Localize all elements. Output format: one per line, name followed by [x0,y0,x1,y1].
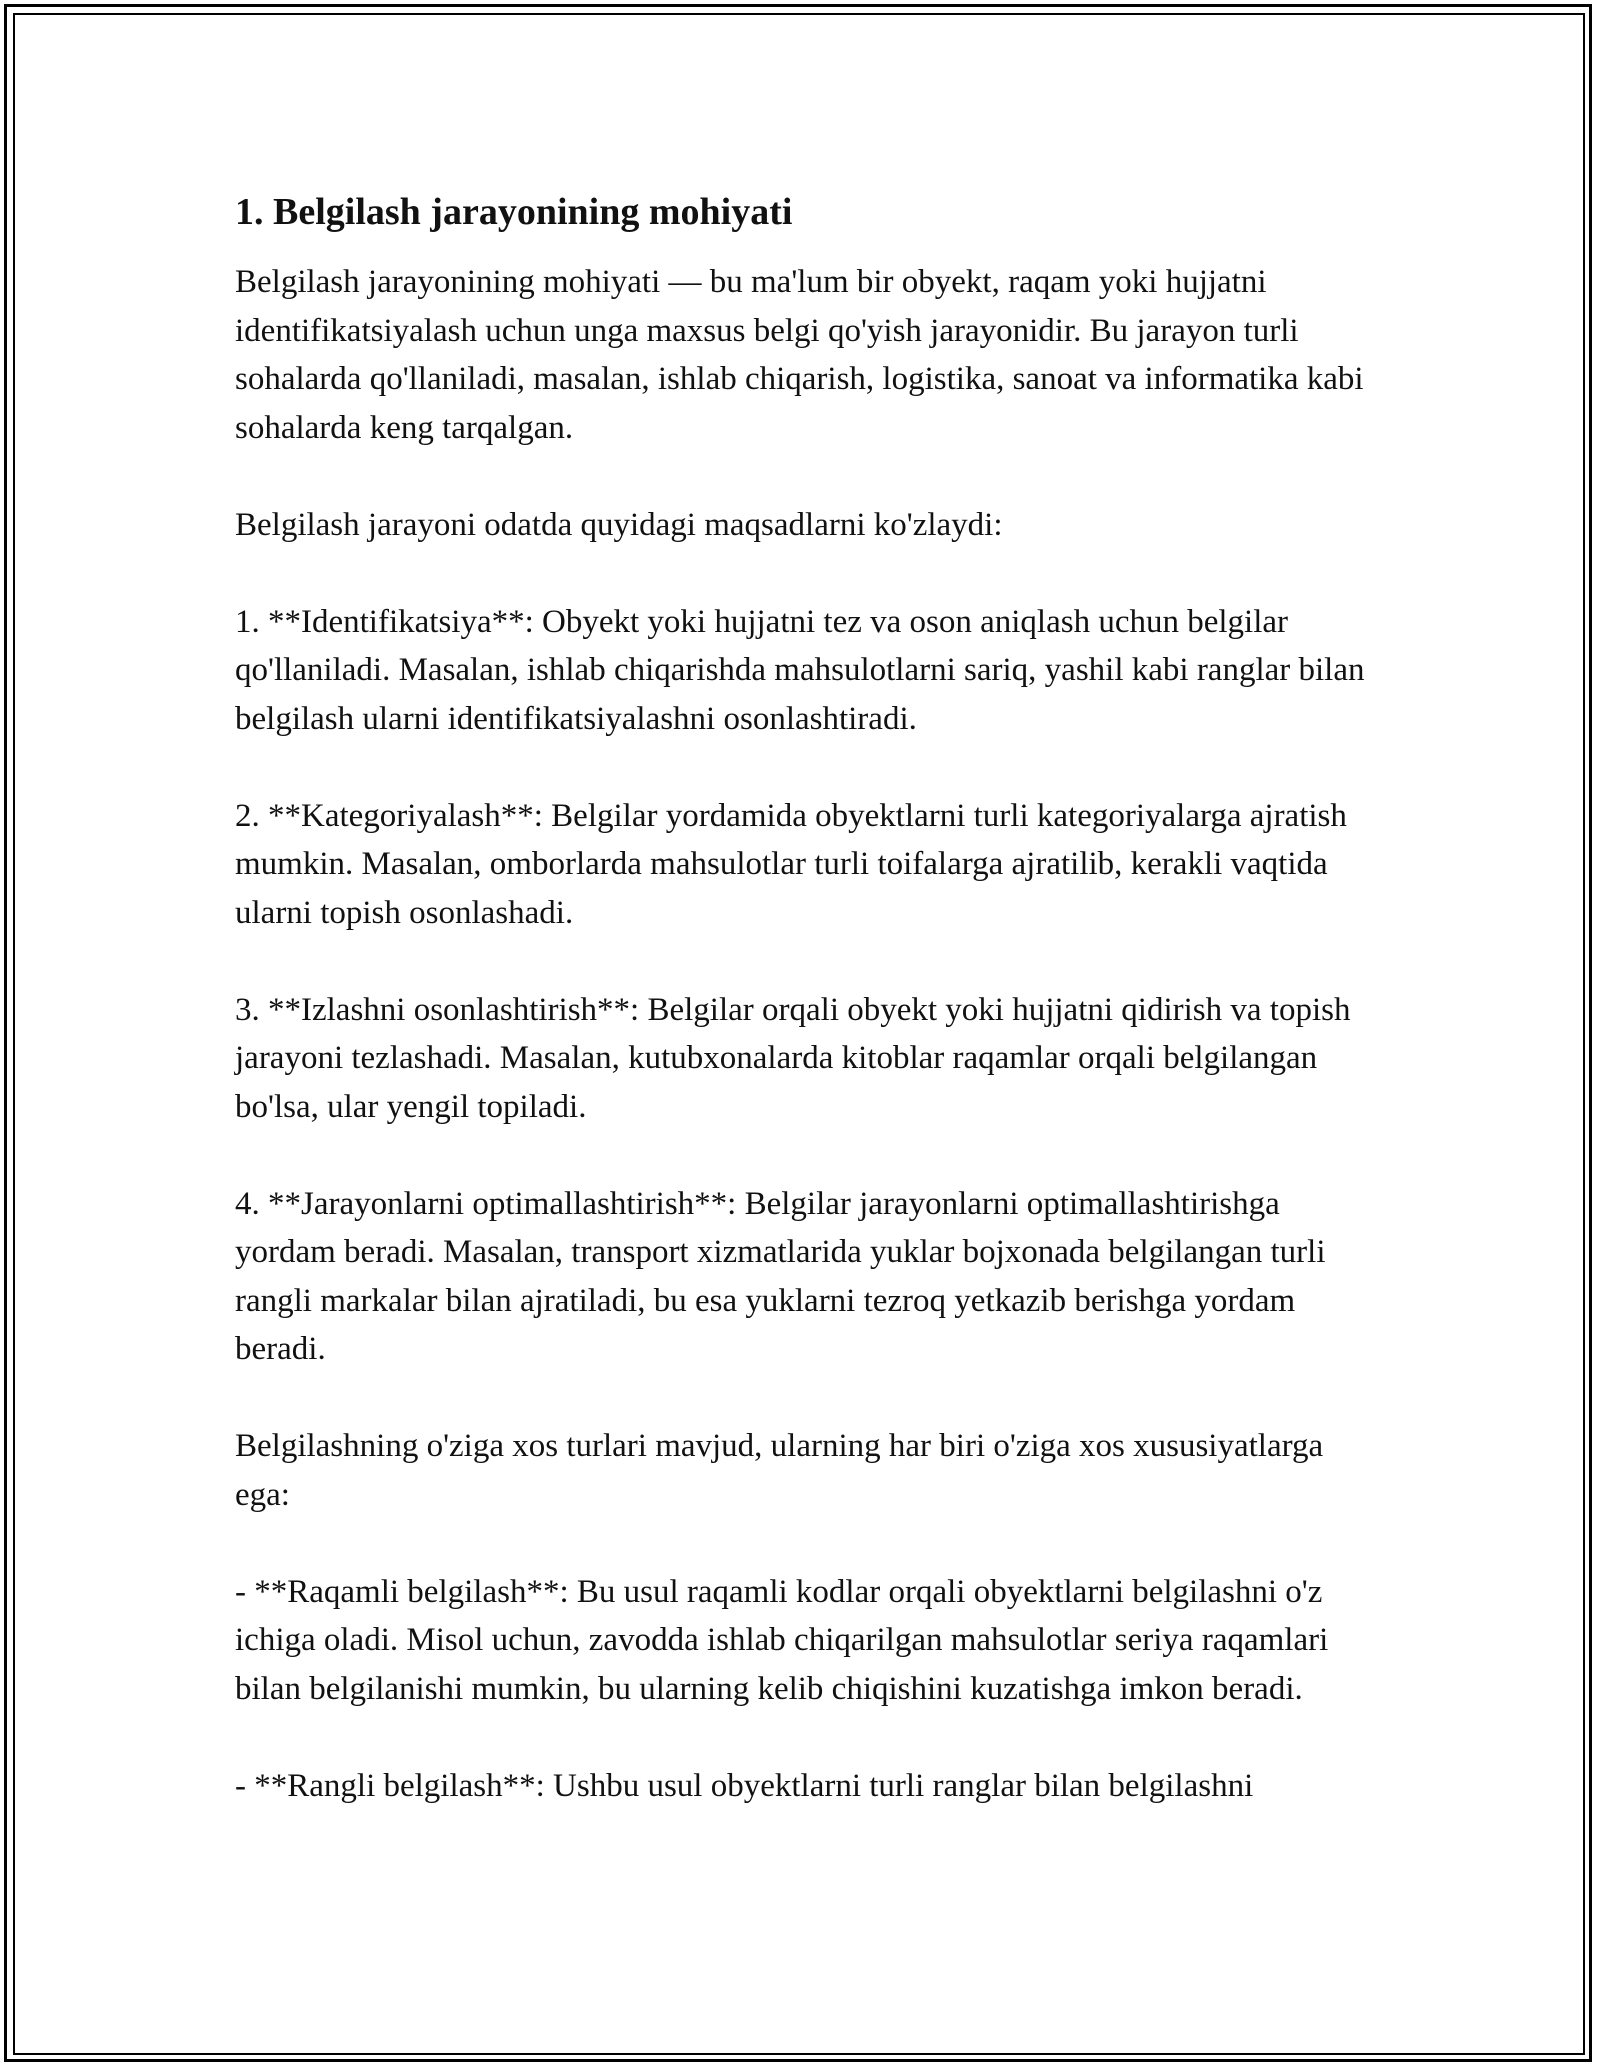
list-item-izlash: 3. **Izlashni osonlashtirish**: Belgilar orqali obyekt yoki hujjatni qidirish va topish jarayoni tezlashadi. Masalan, kutubxonalarda kitoblar raqamlar orqali belgilangan bo'lsa, ular yengil topiladi. [235,991,1351,1125]
list-item-kategoriyalash: 2. **Kategoriyalash**: Belgilar yordamida obyektlarni turli kategoriyalarga ajratish mumkin. Masalan, omborlarda mahsulotlar turli toifalarga ajratilib, kerakli vaqtida ularni topish osonlashadi. [235,797,1347,931]
bullet-rangli: - **Rangli belgilash**: Ushbu usul obyektlarni turli ranglar bilan belgilashni [235,1767,1254,1804]
paragraph-types-lead: Belgilashning o'ziga xos turlari mavjud, ularning har biri o'ziga xos xususiyatlarga ega: [235,1428,1324,1513]
list-item-optimallashtirish: 4. **Jarayonlarni optimallashtirish**: Belgilar jarayonlarni optimallashtirishga yordam beradi. Masalan, transport xizmatlarida yuklar bojxonada belgilangan turli rangli markalar bilan ajratiladi, bu esa yuklarni tezroq yetkazib berishga yordam beradi. [235,1185,1326,1367]
paragraph-intro: Belgilash jarayonining mohiyati — bu ma'lum bir obyekt, raqam yoki hujjatni identifikatsiyalash uchun unga maxsus belgi qo'yish jarayonidir. Bu jarayon turli sohalarda qo'llaniladi, masalan, ishlab chiqarish, logistika, sanoat va informatika kabi sohalarda keng tarqalgan. [235,264,1364,446]
list-item-identifikatsiya: 1. **Identifikatsiya**: Obyekt yoki hujjatni tez va oson aniqlash uchun belgilar qo'llaniladi. Masalan, ishlab chiqarishda mahsulotlarni sariq, yashil kabi ranglar bilan belgilash ularni identifikatsiyalashni osonlashtiradi. [235,603,1365,737]
section-heading: 1. Belgilash jarayonining mohiyati [235,191,793,233]
bullet-raqamli: - **Raqamli belgilash**: Bu usul raqamli kodlar orqali obyektlarni belgilashni o'z ichiga oladi. Misol uchun, zavodda ishlab chiqarilgan mahsulotlar seriya raqamlari bilan belgilanishi mumkin, bu ularning kelib chiqishini kuzatishga imkon beradi. [235,1573,1329,1707]
paragraph-goals-lead: Belgilash jarayoni odatda quyidagi maqsadlarni ko'zlaydi: [235,506,1003,543]
document-body [235,186,1385,1859]
